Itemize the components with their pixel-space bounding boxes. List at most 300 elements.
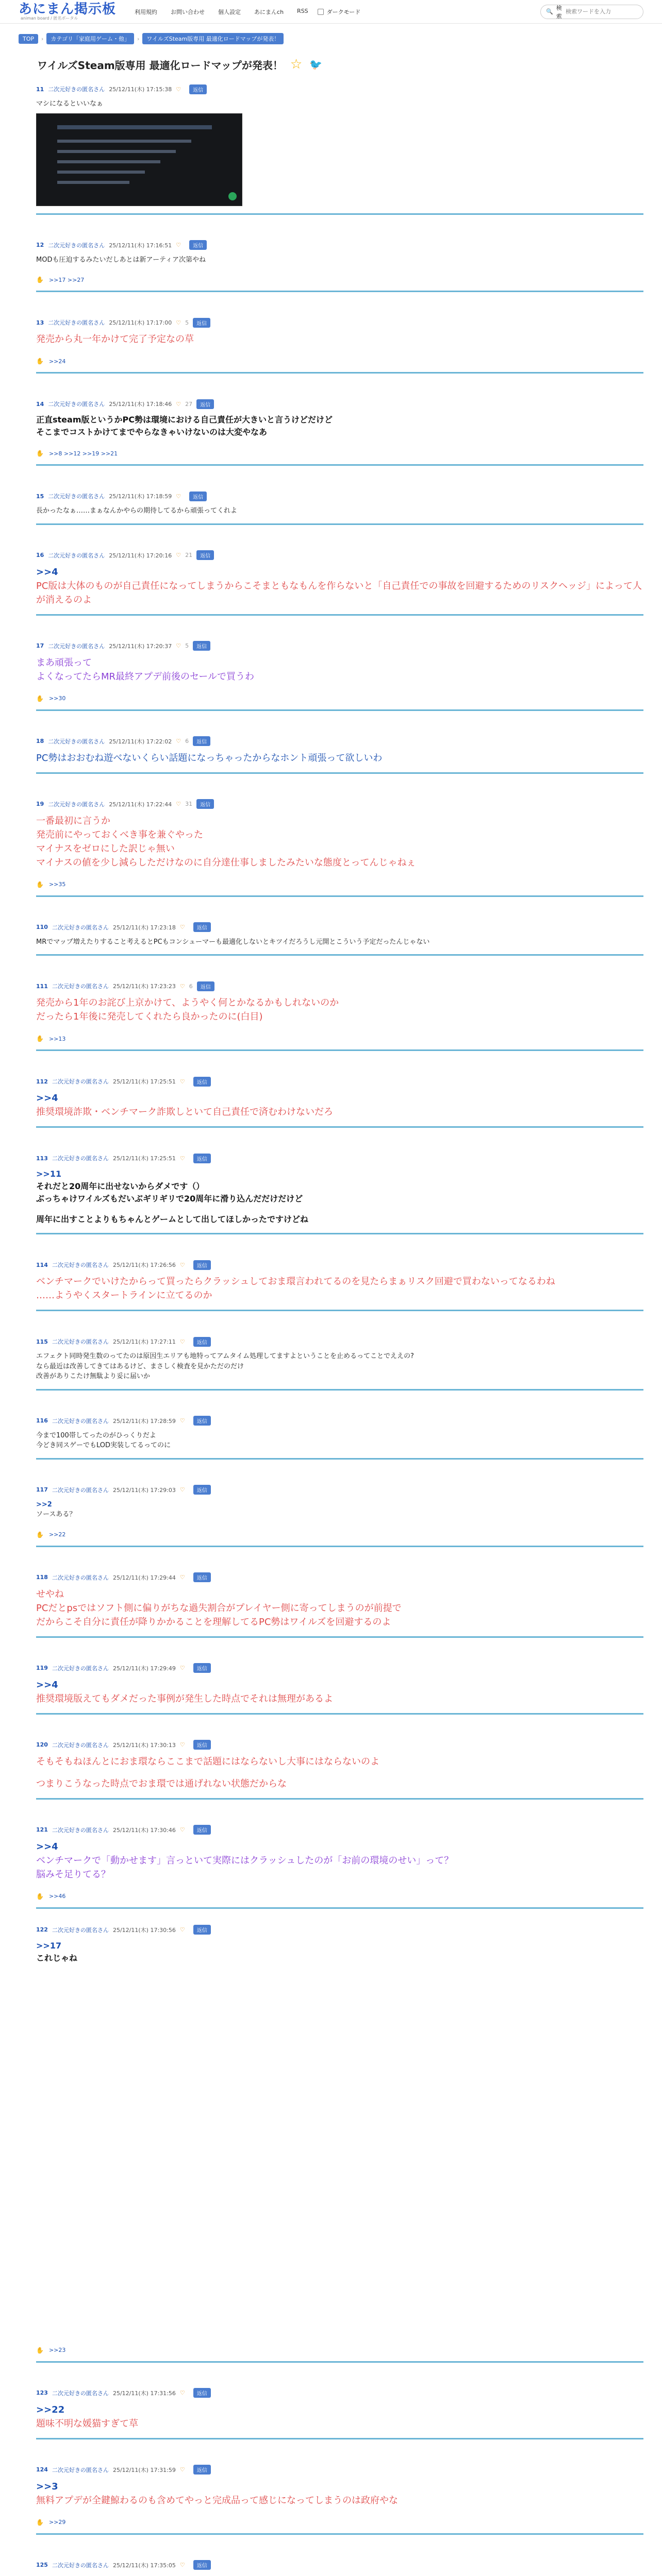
post-line: 今まで100帯してったのがひっくりだよ bbox=[36, 1431, 156, 1439]
post-footer bbox=[36, 1035, 643, 1042]
good-icon[interactable]: ♡ bbox=[179, 1261, 185, 1268]
post-date: 25/12/11(木) 17:29:03 bbox=[112, 1486, 176, 1494]
post-line: 発売から1年のお詫び上京かけて、ようやく何とかなるかもしれないのか bbox=[36, 997, 339, 1008]
post-footer bbox=[36, 2519, 643, 2526]
reply-button[interactable]: 返信 bbox=[193, 1825, 211, 1835]
good-icon[interactable]: ♡ bbox=[176, 801, 181, 807]
poster-name: 二次元好きの匿名さん bbox=[48, 242, 105, 249]
reply-button[interactable]: 返信 bbox=[189, 84, 207, 94]
logo-subtitle: animan board / 匿名ポータル bbox=[21, 16, 78, 21]
post-number[interactable]: 122 bbox=[36, 1926, 48, 1933]
post-line: 脳みそ足りてる？ bbox=[36, 1869, 110, 1880]
post-line: 長かったなぁ……まぁなんかやらの期待してるから頑張ってくれよ bbox=[36, 507, 238, 515]
post-footer bbox=[36, 358, 643, 365]
post-header bbox=[36, 1738, 643, 1752]
post-number[interactable]: 114 bbox=[36, 1261, 48, 1268]
reply-button[interactable]: 返信 bbox=[193, 1663, 211, 1673]
post-line: 正直steam版というかPC勢は環境における自己責任が大きいと言うけどだけど bbox=[36, 415, 333, 425]
post-date: 25/12/11(木) 17:25:51 bbox=[112, 1078, 176, 1085]
post bbox=[36, 639, 643, 711]
post-date: 25/12/11(木) 17:17:00 bbox=[109, 319, 172, 326]
thread-title-row bbox=[0, 44, 662, 72]
poster-name: 二次元好きの匿名さん bbox=[52, 2466, 109, 2473]
post-body bbox=[36, 332, 643, 346]
post-line: よくなってたらMR最終アプデ前後のセールで買うわ bbox=[36, 671, 254, 682]
post-body bbox=[36, 2403, 643, 2431]
post-body bbox=[36, 255, 643, 265]
post-header bbox=[36, 1151, 643, 1165]
good-icon[interactable]: ♡ bbox=[179, 1826, 185, 1833]
nav-rss[interactable]: RSS bbox=[297, 7, 308, 14]
breadcrumb-top[interactable]: TOP bbox=[19, 34, 38, 44]
post bbox=[36, 921, 643, 956]
good-icon[interactable]: ♡ bbox=[179, 1155, 185, 1162]
post-date: 25/12/11(木) 17:29:49 bbox=[112, 1665, 176, 1672]
post-number[interactable]: 124 bbox=[36, 2466, 48, 2473]
reply-refs-link[interactable]: >>35 bbox=[48, 881, 66, 888]
reply-button[interactable]: 返信 bbox=[189, 492, 207, 501]
post-body bbox=[36, 1351, 643, 1382]
post-header bbox=[36, 979, 643, 993]
reply-button[interactable]: 返信 bbox=[193, 1572, 211, 1582]
post-anchor-link[interactable]: >>22 bbox=[36, 2404, 65, 2415]
hand-icon[interactable]: ✋ bbox=[36, 1531, 44, 1538]
post-anchor-link[interactable]: >>4 bbox=[36, 1093, 58, 1104]
post-date: 25/12/11(木) 17:30:46 bbox=[112, 1826, 176, 1834]
hand-icon[interactable]: ✋ bbox=[36, 2346, 44, 2354]
post-list bbox=[0, 82, 662, 2576]
post-line: そこまでコストかけてまでやらなきゃいけないのは大変やなあ bbox=[36, 427, 268, 437]
post-header bbox=[36, 798, 643, 811]
search-box bbox=[540, 5, 643, 19]
dark-mode-checkbox[interactable] bbox=[318, 9, 324, 15]
post-number[interactable]: 15 bbox=[36, 493, 44, 500]
post-line bbox=[36, 1769, 643, 1777]
good-icon[interactable]: ♡ bbox=[179, 1486, 185, 1493]
reply-button[interactable]: 返信 bbox=[196, 799, 214, 809]
post-date: 25/12/11(木) 17:25:51 bbox=[112, 1155, 176, 1162]
post bbox=[36, 2386, 643, 2439]
post-header bbox=[36, 1335, 643, 1348]
post-number[interactable]: 117 bbox=[36, 1486, 48, 1493]
post-line: 推奨環境版えてもダメだった事例が発生した時点でそれは無理があるよ bbox=[36, 1693, 333, 1704]
reply-button[interactable]: 返信 bbox=[193, 1337, 211, 1347]
post-line: ぶっちゃけワイルズもだいぶギリギリで20周年に滑り込んだだけだけど bbox=[36, 1194, 303, 1204]
good-count: 5 bbox=[185, 642, 189, 649]
reply-button[interactable]: 返信 bbox=[193, 2388, 211, 2398]
reply-button[interactable]: 返信 bbox=[193, 2465, 211, 2475]
post-header bbox=[36, 1923, 643, 1937]
site-header bbox=[0, 0, 662, 24]
post-body bbox=[36, 937, 643, 947]
post bbox=[36, 1075, 643, 1128]
reply-button[interactable]: 返信 bbox=[193, 1925, 211, 1935]
poster-name: 二次元好きの匿名さん bbox=[48, 493, 105, 500]
post-line: そもそもねほんとにおま環ならここまで話題にはならないし大事にはならないのよ bbox=[36, 1756, 379, 1767]
post-line: MODも圧迫するみたいだしあとは新アーティア次第やね bbox=[36, 256, 206, 264]
post bbox=[36, 1823, 643, 1909]
reply-button[interactable]: 返信 bbox=[193, 1416, 211, 1426]
post bbox=[36, 397, 643, 466]
post-date: 25/12/11(木) 17:16:51 bbox=[109, 242, 172, 249]
post-line: 発売から丸一年かけて完了予定なの草 bbox=[36, 334, 194, 345]
post-line: PC勢はおおむね遊べないくらい話題になっちゃったからなホント頑張って欲しいわ bbox=[36, 752, 383, 764]
breadcrumb-category[interactable]: カテゴリ「家庭用ゲーム・他」 bbox=[46, 33, 134, 44]
hand-icon[interactable]: ✋ bbox=[36, 1035, 44, 1042]
reply-button[interactable]: 返信 bbox=[193, 1260, 211, 1270]
post-number[interactable]: 11 bbox=[36, 86, 44, 93]
good-count: 27 bbox=[185, 400, 193, 408]
post-line: 今どき同スゲーでもLOD実装してるってのに bbox=[36, 1442, 171, 1449]
post bbox=[36, 2558, 643, 2576]
good-icon[interactable]: ♡ bbox=[176, 400, 181, 408]
post bbox=[36, 2463, 643, 2535]
reply-refs-link[interactable]: >>46 bbox=[48, 1893, 66, 1900]
post bbox=[36, 82, 643, 215]
good-icon[interactable]: ♡ bbox=[176, 738, 181, 744]
good-icon[interactable]: ♡ bbox=[176, 86, 181, 93]
post-number[interactable]: 115 bbox=[36, 1338, 48, 1345]
reply-refs-link[interactable]: >>17 >>27 bbox=[48, 276, 85, 283]
hand-icon[interactable]: ✋ bbox=[36, 1892, 44, 1900]
good-icon[interactable]: ♡ bbox=[179, 982, 185, 990]
post bbox=[36, 1662, 643, 1715]
reply-refs-link[interactable]: >>22 bbox=[48, 1531, 66, 1538]
reply-button[interactable]: 返信 bbox=[197, 981, 214, 991]
post-body bbox=[36, 656, 643, 684]
good-icon[interactable]: ♡ bbox=[179, 1078, 185, 1085]
reply-button[interactable]: 返信 bbox=[193, 922, 211, 932]
post-line: ベンチマークでいけたからって買ったらクラッシュしておま環言われてるのを見たらまぁリスク回避で買わないってなるわね bbox=[36, 1276, 555, 1287]
twitter-icon[interactable]: 🐦 bbox=[309, 58, 323, 71]
reply-button[interactable]: 返信 bbox=[196, 550, 214, 560]
post-line: これじゃね bbox=[36, 1953, 78, 1963]
post bbox=[36, 316, 643, 374]
image-text-line bbox=[57, 171, 145, 174]
poster-name: 二次元好きの匿名さん bbox=[52, 1417, 109, 1425]
hand-icon[interactable]: ✋ bbox=[36, 276, 44, 283]
good-icon[interactable]: ♡ bbox=[179, 1665, 185, 1671]
post-number[interactable]: 19 bbox=[36, 801, 44, 807]
post bbox=[36, 239, 643, 293]
poster-name: 二次元好きの匿名さん bbox=[52, 1826, 109, 1834]
image-text-line bbox=[57, 181, 129, 184]
post bbox=[36, 489, 643, 525]
post-header bbox=[36, 1571, 643, 1584]
post-date: 25/12/11(木) 17:23:23 bbox=[112, 983, 176, 990]
reply-refs-link[interactable]: >>29 bbox=[48, 2519, 66, 2526]
hand-icon[interactable]: ✋ bbox=[36, 358, 44, 365]
post-date: 25/12/11(木) 17:20:16 bbox=[109, 552, 172, 559]
post-date: 25/12/11(木) 17:18:59 bbox=[109, 493, 172, 500]
reply-refs-link[interactable]: >>23 bbox=[48, 2347, 66, 2353]
poster-name: 二次元好きの匿名さん bbox=[52, 1262, 109, 1268]
reply-button[interactable]: 返信 bbox=[193, 318, 210, 328]
post-body bbox=[36, 414, 643, 438]
reply-refs-link[interactable]: >>13 bbox=[48, 1035, 66, 1042]
post-date: 25/12/11(木) 17:35:05 bbox=[112, 2562, 176, 2569]
poster-name: 二次元好きの匿名さん bbox=[48, 86, 105, 93]
post-number[interactable]: 120 bbox=[36, 1741, 48, 1748]
post-header bbox=[36, 239, 643, 252]
post-anchor-link[interactable]: >>3 bbox=[36, 2481, 58, 2492]
post-date: 25/12/11(木) 17:30:56 bbox=[112, 1926, 176, 1934]
star-icon[interactable]: ☆ bbox=[290, 57, 303, 72]
post-line: ソースある？ bbox=[36, 1511, 76, 1518]
search-input[interactable] bbox=[566, 8, 638, 15]
hand-icon[interactable]: ✋ bbox=[36, 450, 44, 457]
reply-button[interactable]: 返信 bbox=[189, 240, 207, 250]
poster-name: 二次元好きの匿名さん bbox=[52, 1926, 109, 1934]
post-footer bbox=[36, 450, 643, 457]
search-icon[interactable]: 🔍 bbox=[546, 8, 553, 15]
poster-name: 二次元好きの匿名さん bbox=[52, 983, 109, 990]
post-footer bbox=[36, 2347, 643, 2354]
image-title-bar bbox=[57, 125, 212, 129]
reply-button[interactable]: 返信 bbox=[193, 1485, 211, 1495]
post-date: 25/12/11(木) 17:22:44 bbox=[109, 801, 172, 808]
reply-button[interactable]: 返信 bbox=[193, 1077, 211, 1087]
good-icon[interactable]: ♡ bbox=[176, 242, 181, 248]
post-header bbox=[36, 489, 643, 503]
dark-mode-toggle[interactable] bbox=[318, 8, 361, 16]
post-line: マシになるといいなぁ bbox=[36, 100, 104, 108]
poster-name: 二次元好きの匿名さん bbox=[52, 1338, 109, 1345]
post-line: だったら1年後に発売してくれたら良かったのに(白目) bbox=[36, 1011, 263, 1022]
post-date: 25/12/11(木) 17:29:44 bbox=[112, 1574, 176, 1581]
post-number[interactable]: 125 bbox=[36, 2562, 48, 2568]
thread-title: ワイルズSteam版専用 最適化ロードマップが発表！ bbox=[37, 59, 283, 72]
reply-button[interactable]: 返信 bbox=[193, 1154, 211, 1163]
post-line: それだと20周年に出せないからダメです（） bbox=[36, 1181, 205, 1191]
post-date: 25/12/11(木) 17:30:13 bbox=[112, 1741, 176, 1749]
post bbox=[36, 1258, 643, 1311]
post-number[interactable]: 110 bbox=[36, 924, 48, 930]
site-logo[interactable] bbox=[19, 2, 116, 21]
post-header bbox=[36, 1075, 643, 1088]
poster-name: 二次元好きの匿名さん bbox=[52, 1155, 109, 1162]
post-line: PC版は大体のものが自己責任になってしまうからこそまともなもんを作らないと「自己責任での事故を回避するためのリスクヘッジ」によって人が消えるのよ bbox=[36, 580, 642, 605]
post-line: マイナスをゼロにした訳じゃ無い bbox=[36, 843, 175, 854]
good-icon[interactable]: ♡ bbox=[176, 552, 181, 558]
post bbox=[36, 1738, 643, 1800]
post-number[interactable]: 16 bbox=[36, 552, 44, 558]
post-number[interactable]: 116 bbox=[36, 1417, 48, 1424]
post-anchor-link[interactable]: >>4 bbox=[36, 1679, 58, 1690]
good-icon[interactable]: ♡ bbox=[179, 2562, 185, 2568]
post-image[interactable] bbox=[36, 113, 242, 206]
hand-icon[interactable]: ✋ bbox=[36, 880, 44, 888]
post-line: 一番最初に言うか bbox=[36, 815, 110, 826]
reply-refs-link[interactable]: >>24 bbox=[48, 358, 66, 365]
post-line: つまりこうなった時点でおま環では通げれない状態だからな bbox=[36, 1778, 287, 1789]
post-header bbox=[36, 639, 643, 653]
post-number[interactable]: 121 bbox=[36, 1826, 48, 1833]
post-header bbox=[36, 2463, 643, 2477]
good-icon[interactable]: ♡ bbox=[179, 2466, 185, 2473]
post bbox=[36, 1414, 643, 1460]
post-number[interactable]: 119 bbox=[36, 1665, 48, 1671]
hand-icon[interactable]: ✋ bbox=[36, 2518, 44, 2526]
good-icon[interactable]: ♡ bbox=[179, 1741, 185, 1748]
post-body bbox=[36, 1678, 643, 1706]
chevron-right-icon: › bbox=[41, 35, 44, 42]
post bbox=[36, 735, 643, 774]
reply-button[interactable]: 返信 bbox=[196, 399, 214, 409]
nav-contact[interactable]: お問い合わせ bbox=[171, 8, 205, 15]
poster-name: 二次元好きの匿名さん bbox=[52, 2389, 109, 2397]
post bbox=[36, 1151, 643, 1234]
post-date: 25/12/11(木) 17:20:37 bbox=[109, 642, 172, 650]
image-text-line bbox=[57, 160, 160, 163]
poster-name: 二次元好きの匿名さん bbox=[52, 1741, 109, 1749]
post bbox=[36, 1923, 643, 2363]
poster-name: 二次元好きの匿名さん bbox=[52, 1665, 109, 1672]
good-icon[interactable]: ♡ bbox=[176, 642, 181, 649]
post-body bbox=[36, 751, 643, 765]
post-footer bbox=[36, 276, 643, 283]
reply-refs-link[interactable]: >>8 >>12 >>19 >>21 bbox=[48, 450, 118, 457]
post-header bbox=[36, 1823, 643, 1837]
post-body bbox=[36, 1755, 643, 1791]
post-body bbox=[36, 1091, 643, 1119]
post bbox=[36, 549, 643, 616]
poster-name: 二次元好きの匿名さん bbox=[52, 1574, 109, 1581]
post-anchor-link[interactable]: >>4 bbox=[36, 566, 58, 578]
post bbox=[36, 979, 643, 1051]
post-number[interactable]: 13 bbox=[36, 319, 44, 326]
poster-name: 二次元好きの匿名さん bbox=[52, 2562, 109, 2569]
post-header bbox=[36, 1483, 643, 1497]
dark-mode-label: ダークモード bbox=[326, 8, 361, 15]
post bbox=[36, 1483, 643, 1547]
good-icon[interactable]: ♡ bbox=[179, 924, 185, 930]
post-number[interactable]: 18 bbox=[36, 738, 44, 744]
post-line: まあ頑張って bbox=[36, 657, 92, 668]
post-date: 25/12/11(木) 17:31:59 bbox=[112, 2466, 176, 2473]
image-text-line bbox=[57, 150, 176, 153]
post-date: 25/12/11(木) 17:22:02 bbox=[109, 738, 172, 745]
post-number[interactable]: 12 bbox=[36, 242, 44, 248]
nav-animanch[interactable]: あにまんch bbox=[254, 8, 284, 15]
logo-title: あにまん掲示板 bbox=[19, 2, 117, 17]
good-icon[interactable]: ♡ bbox=[179, 1926, 185, 1933]
post-body bbox=[36, 2480, 643, 2507]
poster-name: 二次元好きの匿名さん bbox=[48, 738, 105, 745]
post-header bbox=[36, 316, 643, 329]
nav-settings[interactable]: 個人設定 bbox=[218, 8, 241, 15]
post-header bbox=[36, 735, 643, 748]
good-icon[interactable]: ♡ bbox=[179, 1574, 185, 1581]
post-body bbox=[36, 1500, 643, 1520]
poster-name: 二次元好きの匿名さん bbox=[48, 401, 105, 408]
post-footer bbox=[36, 695, 643, 702]
hand-icon[interactable]: ✋ bbox=[36, 694, 44, 702]
post-number[interactable]: 113 bbox=[36, 1155, 48, 1162]
reply-button[interactable]: 返信 bbox=[193, 1740, 211, 1750]
post bbox=[36, 1335, 643, 1391]
post-date: 25/12/11(木) 17:26:56 bbox=[112, 1262, 176, 1268]
post-anchor-link[interactable]: >>11 bbox=[36, 1169, 62, 1179]
image-badge-icon bbox=[228, 192, 237, 200]
post-line: 推奨環境詐欺・ベンチマーク詐欺しといて自己責任で済むわけないだろ bbox=[36, 1107, 333, 1117]
post-header bbox=[36, 397, 643, 411]
post-body bbox=[36, 996, 643, 1024]
poster-name: 二次元好きの匿名さん bbox=[48, 642, 105, 650]
post-date: 25/12/11(木) 17:28:59 bbox=[112, 1417, 176, 1425]
poster-name: 二次元好きの匿名さん bbox=[52, 1486, 109, 1494]
search-label: 検索 bbox=[556, 4, 562, 20]
good-icon[interactable]: ♡ bbox=[179, 1417, 185, 1424]
top-nav bbox=[135, 8, 308, 16]
good-icon[interactable]: ♡ bbox=[179, 1338, 185, 1345]
good-count: 5 bbox=[185, 319, 189, 326]
breadcrumb-thread[interactable]: ワイルズSteam版専用 最適化ロードマップが発表！ bbox=[142, 33, 284, 44]
post-date: 25/12/11(木) 17:27:11 bbox=[112, 1338, 176, 1345]
post-anchor-link[interactable]: >>17 bbox=[36, 1940, 62, 1951]
post-line: 題味不明な媛猫すぎて草 bbox=[36, 2418, 138, 2429]
post-line: PCだとpsではソフト側に偏りがちな過失割合がプレイヤー側に寄ってしまうのが前提で bbox=[36, 1602, 402, 1614]
post-line: 周年に出すことよりもちゃんとゲームとして出してほしかったですけどね bbox=[36, 1214, 309, 1224]
post-body bbox=[36, 1431, 643, 1451]
good-icon[interactable]: ♡ bbox=[179, 2389, 185, 2396]
post-date: 25/12/11(木) 17:31:56 bbox=[112, 2389, 176, 2397]
post-date: 25/12/11(木) 17:23:18 bbox=[112, 924, 176, 931]
post-header bbox=[36, 82, 643, 96]
post-number[interactable]: 123 bbox=[36, 2389, 48, 2396]
post-number[interactable]: 118 bbox=[36, 1574, 48, 1581]
poster-name: 二次元好きの匿名さん bbox=[48, 552, 105, 559]
reply-button[interactable]: 返信 bbox=[193, 641, 210, 651]
good-icon[interactable]: ♡ bbox=[176, 319, 181, 326]
post-number[interactable]: 112 bbox=[36, 1078, 48, 1085]
nav-terms[interactable]: 利用規約 bbox=[135, 8, 158, 15]
embedded-content-area bbox=[36, 1964, 643, 2335]
post-date: 25/12/11(木) 17:15:38 bbox=[109, 86, 172, 93]
good-icon[interactable]: ♡ bbox=[176, 493, 181, 500]
post-line: マイナスの値を少し減らしただけなのに自分達仕事しましたみたいな態度とってんじゃねぇ bbox=[36, 857, 416, 868]
post-number[interactable]: 111 bbox=[36, 982, 48, 990]
post-body bbox=[36, 1840, 643, 1882]
poster-name: 二次元好きの匿名さん bbox=[52, 1078, 109, 1085]
post-anchor-link[interactable]: >>2 bbox=[36, 1500, 52, 1509]
post-body bbox=[36, 1168, 643, 1226]
post-header bbox=[36, 921, 643, 934]
post-line bbox=[36, 1205, 643, 1213]
post-line: ベンチマークで「動かせます」言っといて実際にはクラッシュしたのが「お前の環境のせい」って？ bbox=[36, 1855, 454, 1866]
chevron-right-icon: › bbox=[137, 35, 140, 42]
post-footer bbox=[36, 1893, 643, 1900]
post-anchor-link[interactable]: >>4 bbox=[36, 1841, 58, 1852]
post-header bbox=[36, 2386, 643, 2400]
post-header bbox=[36, 1662, 643, 1675]
breadcrumb bbox=[0, 24, 662, 44]
post-header bbox=[36, 1258, 643, 1272]
reply-button[interactable]: 返信 bbox=[193, 2560, 211, 2570]
post-line: MRでマップ増えたりすること考えるとPCもコンシューマーも最適化しないとキツイだろうし元開とこういう予定だったんじゃない bbox=[36, 938, 430, 946]
post-body bbox=[36, 1587, 643, 1629]
post-number[interactable]: 17 bbox=[36, 642, 44, 649]
reply-refs-link[interactable]: >>30 bbox=[48, 695, 66, 702]
good-count: 31 bbox=[185, 801, 193, 807]
post-number[interactable]: 14 bbox=[36, 400, 44, 408]
post-body bbox=[36, 1275, 643, 1302]
post-body bbox=[36, 506, 643, 516]
post-line: 改善がありこたけ無駄より妥に届いか bbox=[36, 1372, 151, 1380]
reply-button[interactable]: 返信 bbox=[193, 736, 210, 746]
post-body bbox=[36, 1940, 643, 1964]
post-footer bbox=[36, 1531, 643, 1538]
